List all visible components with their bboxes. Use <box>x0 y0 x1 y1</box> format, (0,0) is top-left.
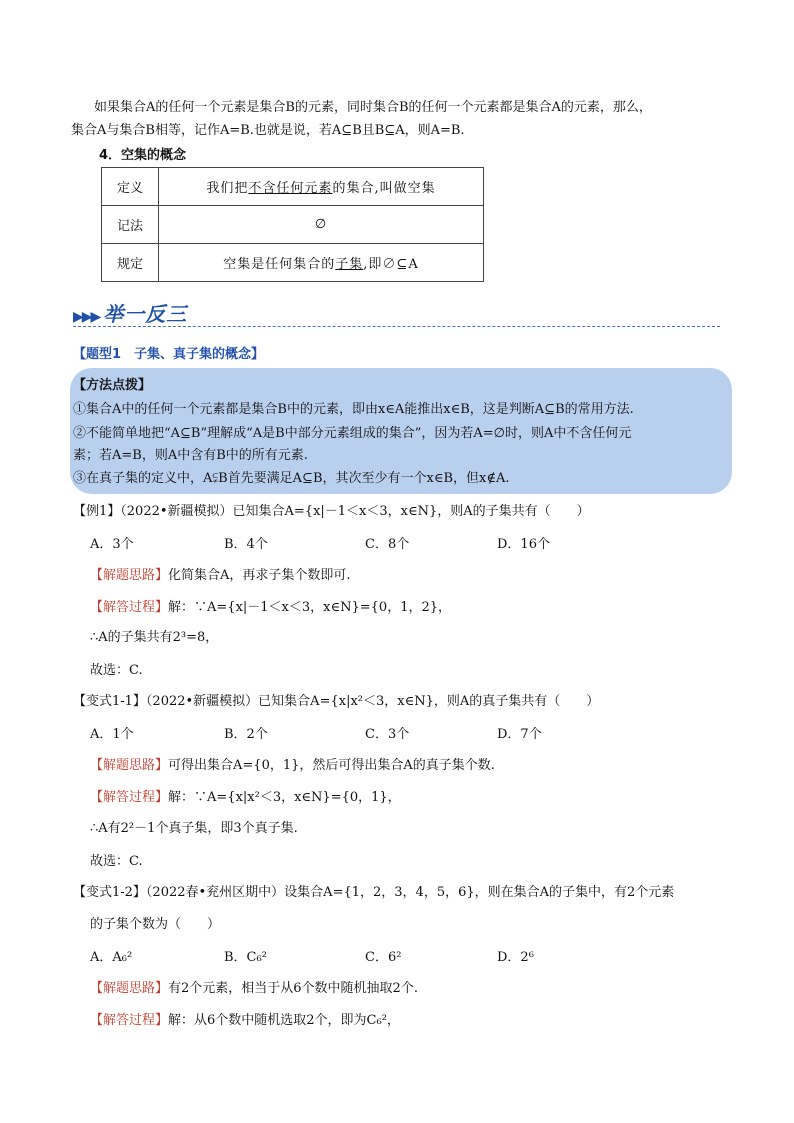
triple-arrow-icon: ▶▶▶ <box>73 309 100 325</box>
method-tip-line: ③在真子集的定义中，A⫋B首先要满足A⊆B，其次至少有一个x∈B，但x∉A. <box>73 471 510 486</box>
solution-idea-label: 【解题思路】 <box>90 758 169 773</box>
answer-option: A．A₆² <box>90 950 133 965</box>
solution-idea: 【解题思路】化简集合A，再求子集个数即可. <box>90 568 351 583</box>
answer-option: B．C₆² <box>224 950 267 965</box>
solution-step: ∴A的子集共有2³=8， <box>90 630 219 645</box>
example-1-stem: 【例1】（2022•新疆模拟）已知集合A={x|－1＜x＜3，x∈N}，则A的子集共有（ ） <box>73 504 590 519</box>
solution-process: 【解答过程】解：从6个数中随机选取2个，即为C₆²， <box>90 1013 400 1028</box>
section-banner <box>73 298 187 327</box>
table-row <box>102 168 484 206</box>
section-heading-empty-set: 4．空集的概念 <box>99 148 187 163</box>
variant-1-2-stem-cont: 的子集个数为（ ） <box>90 917 221 932</box>
answer-option: B．4个 <box>224 537 268 552</box>
answer-option: D．16个 <box>497 537 550 552</box>
table-value-cell: 空集是任何集合的子集,即∅⊆A <box>159 244 484 282</box>
method-tip-line: ①集合A中的任何一个元素都是集合B中的元素，即由x∈A能推出x∈B，这是判断A⊆B的常用方法. <box>73 402 634 417</box>
table-value-cell: 我们把不含任何元素的集合,叫做空集 <box>159 168 484 206</box>
question-type-heading: 【题型1 子集、真子集的概念】 <box>73 347 265 362</box>
method-tip-line: 素；若A=B，则A中含有B中的所有元素. <box>73 448 308 463</box>
solution-answer: 故选：C. <box>90 663 143 678</box>
solution-process: 【解答过程】解：∵A={x|－1＜x＜3，x∈N}={0，1，2}， <box>90 600 452 615</box>
table-value-cell: ∅ <box>159 206 484 244</box>
set-equality-paragraph-line1: 如果集合A的任何一个元素是集合B的元素，同时集合B的任何一个元素都是集合A的元素，那么， <box>94 100 652 115</box>
solution-answer: 故选：C. <box>90 854 143 869</box>
solution-idea: 【解题思路】可得出集合A={0，1}，然后可得出集合A的真子集个数. <box>90 758 495 773</box>
answer-option: C．6² <box>365 950 402 965</box>
empty-set-definition-table <box>101 167 484 282</box>
method-tip-line: ②不能简单地把“A⊆B”理解成“A是B中部分元素组成的集合”，因为若A=∅时，则A中不含任何元 <box>73 426 632 441</box>
solution-process-label: 【解答过程】 <box>90 600 169 615</box>
method-tips-title: 【方法点拨】 <box>73 378 152 393</box>
solution-step: ∴A有2²－1个真子集，即3个真子集. <box>90 821 298 836</box>
solution-process-label: 【解答过程】 <box>90 790 169 805</box>
answer-option: D．2⁶ <box>497 950 534 965</box>
solution-process-label: 【解答过程】 <box>90 1013 169 1028</box>
solution-idea: 【解题思路】有2个元素，相当于从6个数中随机抽取2个. <box>90 981 418 996</box>
solution-idea-label: 【解题思路】 <box>90 568 169 583</box>
table-key-cell: 记法 <box>102 206 159 244</box>
table-key-cell: 定义 <box>102 168 159 206</box>
banner-title: 举一反三 <box>103 302 188 326</box>
variant-1-1-stem: 【变式1-1】（2022•新疆模拟）已知集合A={x|x²＜3，x∈N}，则A的真子集共有（ ） <box>73 694 600 709</box>
solution-process: 【解答过程】解：∵A={x|x²＜3，x∈N}={0，1}， <box>90 790 401 805</box>
table-key-cell: 规定 <box>102 244 159 282</box>
dashed-divider <box>73 326 720 327</box>
set-equality-paragraph-line2: 集合A与集合B相等，记作A=B.也就是说，若A⊆B且B⊆A，则A=B. <box>71 123 465 138</box>
answer-option: B．2个 <box>224 727 268 742</box>
solution-idea-label: 【解题思路】 <box>90 981 169 996</box>
answer-option: A．1个 <box>90 727 134 742</box>
answer-option: C．3个 <box>365 727 410 742</box>
table-row <box>102 244 484 282</box>
answer-option: A．3个 <box>90 537 134 552</box>
answer-option: C．8个 <box>365 537 410 552</box>
answer-option: D．7个 <box>497 727 542 742</box>
variant-1-2-stem: 【变式1-2】（2022春•兖州区期中）设集合A={1，2，3，4，5，6}，则在集合A的子集中，有2个元素 <box>73 885 675 900</box>
table-row <box>102 206 484 244</box>
